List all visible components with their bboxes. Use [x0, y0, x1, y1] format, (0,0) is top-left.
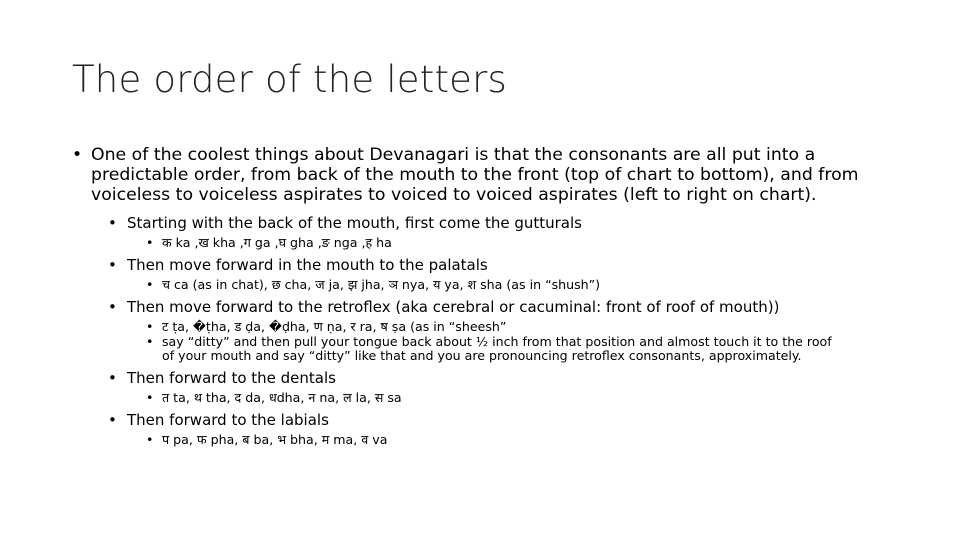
bullet-icon: • — [146, 390, 154, 405]
bullet-icon: • — [108, 369, 117, 387]
item-text: प pa, फ pha, ब ba, भ bha, म ma, व va — [162, 432, 388, 447]
bullet-icon: • — [108, 214, 117, 232]
bullet-icon: • — [146, 277, 154, 292]
item-text: say “ditty” and then pull your tongue back about ½ inch from that position and almost touch it to the roof of your mouth and say “ditty” like that and you are pronouncing retroflex consonants, approximately. — [162, 334, 832, 363]
bullet-icon: • — [146, 432, 154, 447]
section-palatals — [108, 257, 892, 274]
bullet-icon: • — [108, 256, 117, 274]
section-retroflex — [108, 299, 892, 316]
intro-text: One of the coolest things about Devanagari is that the consonants are all put into a predictable order, from back of the mouth to the front (top of chart to bottom), and from voiceless to voiceless aspirates to voiced to voiced aspirates (left to right on chart). — [91, 145, 859, 205]
section-heading: Then move forward to the retroflex (aka cerebral or cacuminal: front of roof of mouth)) — [127, 298, 780, 316]
section-heading: Then move forward in the mouth to the palatals — [127, 256, 488, 274]
slide-title: The order of the letters — [72, 58, 508, 101]
item-text: ट ṭa, �ṭha, ड ḍa, �ḍha, ण ṇa, र ra, ष ṣa (as in “sheesh” — [162, 319, 507, 334]
section-item — [146, 236, 842, 250]
item-text: च ca (as in chat), छ cha, ज ja, झ jha, ञ nya, य ya, श sha (as in “shush”) — [162, 277, 601, 292]
section-item — [146, 335, 842, 363]
item-text: क ka ,ख kha ,ग ga ,घ gha ,ङ nga ,ह ha — [162, 235, 392, 250]
section-heading: Starting with the back of the mouth, first come the gutturals — [127, 214, 582, 232]
slide-body — [72, 145, 892, 447]
bullet-icon: • — [72, 145, 83, 165]
section-item — [146, 433, 842, 447]
bullet-icon: • — [146, 334, 154, 349]
section-gutturals — [108, 215, 892, 232]
item-text: त ta, थ tha, द da, धdha, न na, ल la, स sa — [162, 390, 402, 405]
section-item — [146, 391, 842, 405]
section-dentals — [108, 370, 892, 387]
bullet-icon: • — [146, 235, 154, 250]
section-heading: Then forward to the dentals — [127, 369, 336, 387]
intro-bullet — [72, 145, 892, 205]
bullet-icon: • — [108, 298, 117, 316]
section-labials — [108, 412, 892, 429]
bullet-icon: • — [146, 319, 154, 334]
section-item — [146, 320, 842, 334]
section-heading: Then forward to the labials — [127, 411, 329, 429]
bullet-icon: • — [108, 411, 117, 429]
section-item — [146, 278, 842, 292]
